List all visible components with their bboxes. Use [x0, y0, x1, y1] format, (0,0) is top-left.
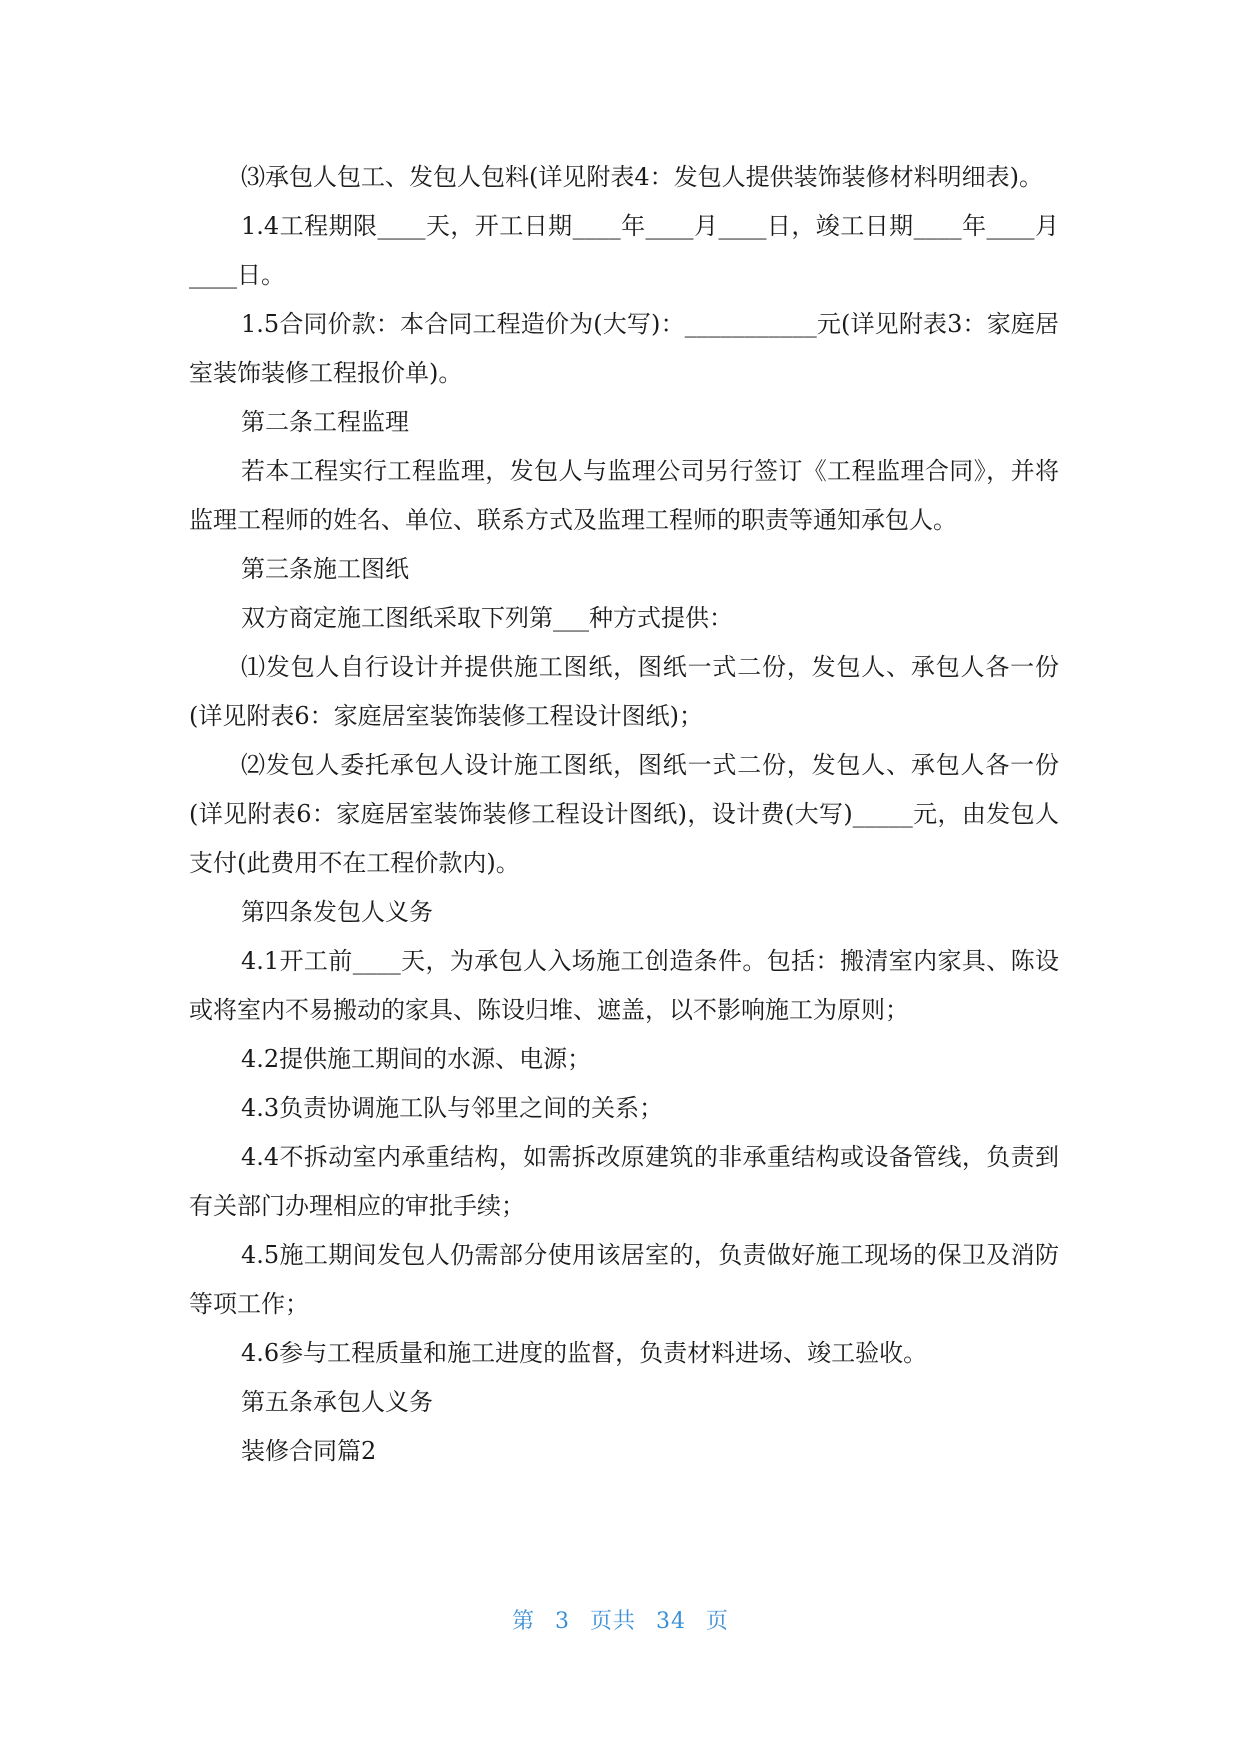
section-heading: 第五条承包人义务	[241, 1388, 433, 1416]
page-footer	[0, 1604, 1241, 1635]
footer-prefix: 第	[511, 1609, 535, 1634]
footer-middle: 页共	[589, 1609, 636, 1634]
paragraph: 若本工程实行工程监理，发包人与监理公司另行签订《工程监理合同》，并将监理工程师的姓名、单位、联系方式及监理工程师的职责等通知承包人。	[189, 457, 1059, 534]
current-page-number: 3	[554, 1609, 570, 1634]
paragraph: 4.5施工期间发包人仍需部分使用该居室的，负责做好施工现场的保卫及消防等项工作；	[189, 1241, 1059, 1318]
total-pages-number: 34	[656, 1609, 686, 1634]
paragraph: 4.4不拆动室内承重结构，如需拆改原建筑的非承重结构或设备管线，负责到有关部门办理相应的审批手续；	[189, 1143, 1059, 1220]
paragraph: ⑴发包人自行设计并提供施工图纸，图纸一式二份，发包人、承包人各一份(详见附表6：家庭居室装饰装修工程设计图纸)；	[189, 653, 1059, 730]
section-heading: 装修合同篇2	[241, 1437, 377, 1465]
paragraph: 4.6参与工程质量和施工进度的监督，负责材料进场、竣工验收。	[241, 1339, 928, 1367]
footer-suffix: 页	[706, 1609, 730, 1634]
paragraph: ⑵发包人委托承包人设计施工图纸，图纸一式二份，发包人、承包人各一份(详见附表6：家庭居室装饰装修工程设计图纸)，设计费(大写)_____元，由发包人支付(此费用不在工程价款内)。	[189, 751, 1059, 877]
paragraph: 4.3负责协调施工队与邻里之间的关系；	[241, 1094, 664, 1122]
paragraph: 4.2提供施工期间的水源、电源；	[241, 1045, 592, 1073]
section-heading: 第三条施工图纸	[241, 555, 409, 583]
section-heading: 第四条发包人义务	[241, 898, 433, 926]
paragraph: 1.4工程期限____天，开工日期____年____月____日，竣工日期____年____月____日。	[189, 212, 1059, 289]
paragraph: 4.1开工前____天，为承包人入场施工创造条件。包括：搬清室内家具、陈设或将室内不易搬动的家具、陈设归堆、遮盖，以不影响施工为原则；	[189, 947, 1059, 1024]
paragraph: 双方商定施工图纸采取下列第___种方式提供：	[241, 604, 733, 632]
document-body	[189, 153, 1059, 1476]
paragraph: 1.5合同价款：本合同工程造价为(大写)：___________元(详见附表3：家庭居室装饰装修工程报价单)。	[189, 310, 1059, 387]
section-heading: 第二条工程监理	[241, 408, 409, 436]
paragraph: ⑶承包人包工、发包人包料(详见附表4：发包人提供装饰装修材料明细表)。	[241, 163, 1043, 191]
